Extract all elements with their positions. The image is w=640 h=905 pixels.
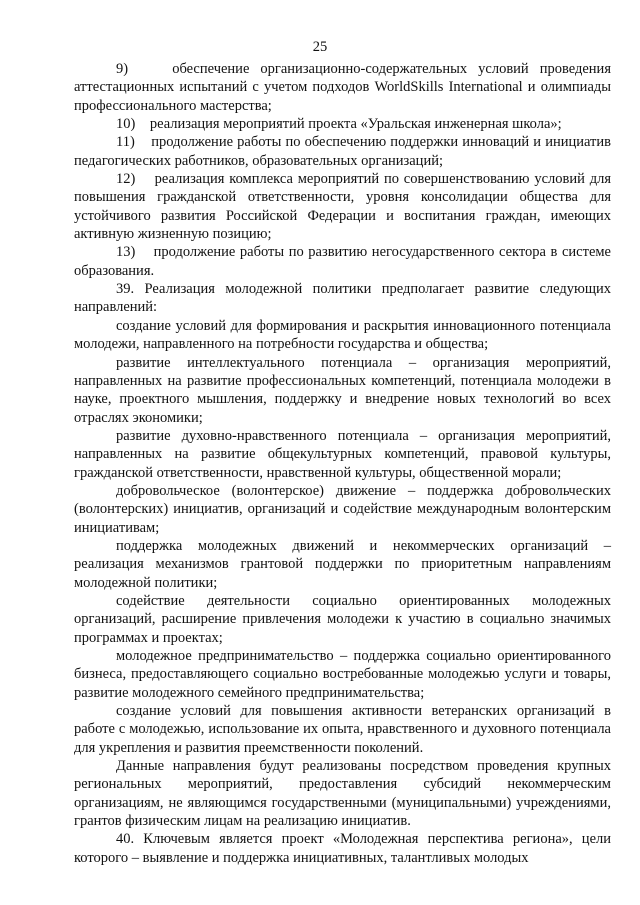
paragraph-item-11: 11) продолжение работы по обеспечению поддержки инноваций и инициатив педагогических работников, образовательных организаций;	[74, 134, 611, 169]
paragraph-item-9: 9) обеспечение организационно-содержательных условий проведения аттестационных испытаний с учетом подходов WorldSkills International и олимпиады профессионального мастерства;	[74, 61, 611, 114]
paragraph-intellectual-potential: развитие интеллектуального потенциала – организация мероприятий, направленных на развитие профессиональных компетенций, потенциала молодежи в науке, проектного мышления, поддержку и внедрение новых технологий во всех отраслях экономики;	[74, 354, 611, 426]
paragraph-implementation: Данные направления будут реализованы посредством проведения крупных региональных мероприятий, предоставления субсидий некоммерческим организациям, не являющимся государственными (муниципальными) учреждениями, грантов физическим лицам на реализацию инициатив.	[74, 758, 611, 830]
paragraph-section-40: 40. Ключевым является проект «Молодежная перспектива региона», цели которого – выявление и поддержка инициативных, талантливых молодых	[74, 831, 611, 866]
paragraph-innovation-potential: создание условий для формирования и раскрытия инновационного потенциала молодежи, направленного на потребности государства и общества;	[74, 317, 611, 353]
paragraph-section-39: 39. Реализация молодежной политики предполагает развитие следующих направлений:	[74, 281, 611, 316]
paragraph-item-12: 12) реализация комплекса мероприятий по совершенствованию условий для повышения гражданской ответственности, уровня консолидации общества для устойчивого развития Российской Федерации и воспитания граждан, имеющих активную жизненную позицию;	[74, 171, 611, 243]
paragraph-youth-entrepreneurship: молодежное предпринимательство – поддержка социально ориентированного бизнеса, предоставляющего социально востребованные молодежью услуги и товары, развитие молодежного семейного предпринимательства;	[74, 648, 611, 701]
page-number: 25	[312, 39, 328, 55]
paragraph-youth-organizations: содействие деятельности социально ориентированных молодежных организаций, расширение привлечения молодежи к участию в социально значимых программах и проектах;	[74, 592, 611, 646]
paragraph-item-13: 13) продолжение работы по развитию негосударственного сектора в системе образования.	[74, 244, 611, 279]
paragraph-moral-potential: развитие духовно-нравственного потенциала – организация мероприятий, направленных на развитие общекультурных компетенций, правовой культуры, гражданской ответственности, нравственной культуры, общественной морали;	[74, 427, 611, 481]
paragraph-youth-movements: поддержка молодежных движений и некоммерческих организаций – реализация механизмов грантовой поддержки по приоритетным направлениям молодежной политики;	[74, 537, 611, 591]
paragraph-volunteer-movement: добровольческое (волонтерское) движение – поддержка добровольческих (волонтерских) инициатив, организаций и содействие международным волонтерским инициативам;	[74, 482, 611, 536]
paragraph-veteran-organizations: создание условий для повышения активности ветеранских организаций в работе с молодежью, использование их опыта, нравственного и духовного потенциала для укрепления и развития преемственности поколений.	[74, 703, 611, 756]
paragraph-item-10: 10) реализация мероприятий проекта «Уральская инженерная школа»;	[116, 116, 562, 133]
document-body	[74, 60, 611, 867]
